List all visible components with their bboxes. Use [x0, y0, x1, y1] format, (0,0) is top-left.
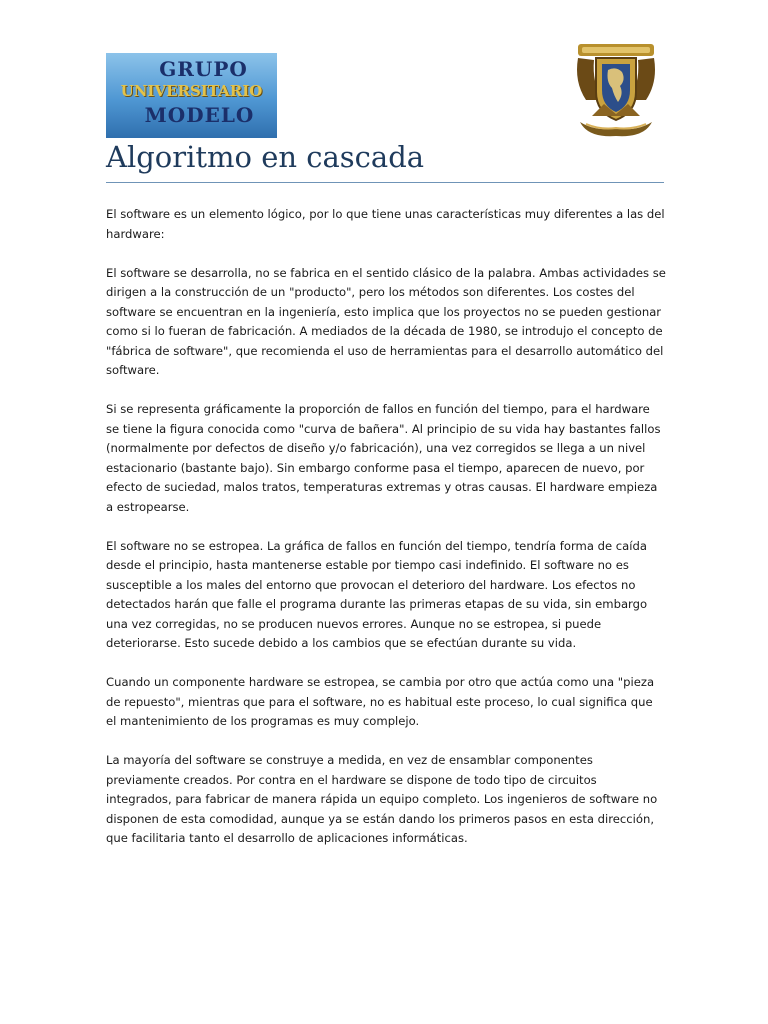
page-title: Algoritmo en cascada [106, 140, 425, 174]
document-body [106, 205, 666, 868]
paragraph-6: La mayoría del software se construye a medida, en vez de ensamblar componentes previamente creados. Por contra en el hardware se dispone de todo tipo de circuitos integrados, para fabricar de manera rápida un equipo completo. Los ingenieros de software no disponen de esta comodidad, aunque ya se están dando los primeros pasos en esta dirección, que facilitaria tanto el desarrollo de aplicaciones informáticas. [106, 753, 658, 845]
paragraph-2: El software se desarrolla, no se fabrica en el sentido clásico de la palabra. Ambas actividades se dirigen a la construcción de un "producto", pero los métodos son diferentes. Los costes del software se encuentran en la ingeniería, esto implica que los proyectos no se pueden gestionar como si lo fueran de fabricación. A mediados de la década de 1980, se introdujo el concepto de "fábrica de software", que recomienda el uso de herramientas para el desarrollo automático del software. [106, 265, 666, 377]
title-divider [106, 182, 664, 183]
university-seal-icon [572, 42, 660, 140]
logo-line-2: UNIVERSITARIO [120, 82, 263, 100]
grupo-universitario-modelo-logo [106, 53, 277, 138]
logo-line-1: GRUPO [159, 57, 248, 81]
logo-line-3: MODELO [144, 103, 255, 127]
paragraph-4: El software no se estropea. La gráfica de fallos en función del tiempo, tendría forma de caída desde el principio, hasta mantenerse estable por tiempo casi indefinido. El software no es susceptible a los males del entorno que provocan el deterioro del hardware. Los efectos no detectados harán que falle el programa durante las primeras etapas de su vida, sin embargo una vez corregidas, no se producen nuevos errores. Aunque no se estropea, si puede deteriorarse. Esto sucede debido a los cambios que se efectúan durante su vida. [106, 538, 648, 650]
paragraph-1: El software es un elemento lógico, por lo que tiene unas características muy diferentes a las del hardware: [106, 207, 665, 241]
paragraph-5: Cuando un componente hardware se estropea, se cambia por otro que actúa como una "pieza de repuesto", mientras que para el software, no es habitual este proceso, lo cual significa que el mantenimiento de los programas es muy complejo. [106, 675, 655, 728]
paragraph-3: Si se representa gráficamente la proporción de fallos en función del tiempo, para el hardware se tiene la figura conocida como "curva de bañera". Al principio de su vida hay bastantes fallos (normalmente por defectos de diseño y/o fabricación), una vez corregidos se llega a un nivel estacionario (bastante bajo). Sin embargo conforme pasa el tiempo, aparecen de nuevo, por efecto de suciedad, malos tratos, temperaturas extremas y otras causas. El hardware empieza a estropearse. [106, 402, 661, 514]
